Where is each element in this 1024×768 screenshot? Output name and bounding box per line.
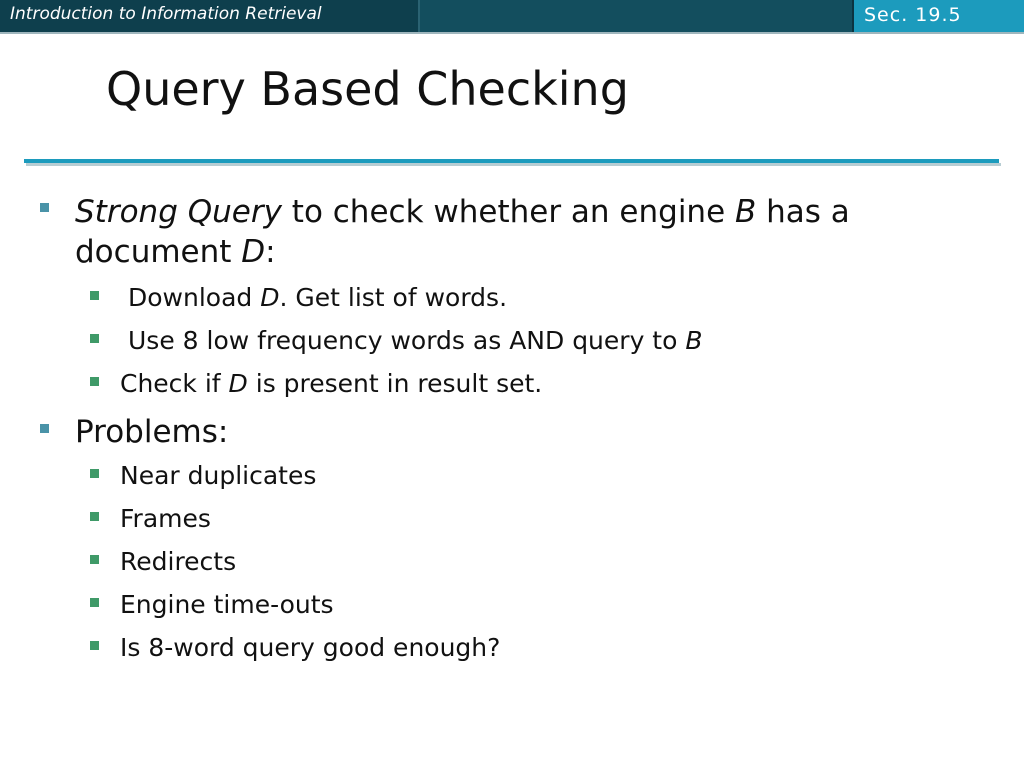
- sub-bullet-square-icon: [90, 641, 99, 650]
- bullet-square-icon: [40, 203, 49, 212]
- check-text-end: is present in result set.: [247, 369, 543, 398]
- bullet-strong-query: [75, 192, 850, 232]
- bullet-strong-query-line2: [75, 232, 276, 272]
- document-variable: D: [260, 283, 280, 312]
- strong-query-term: Strong Query: [75, 194, 282, 230]
- strong-query-text-end: has a: [756, 194, 850, 230]
- slide-title: Query Based Checking: [106, 62, 629, 116]
- section-label: Sec. 19.5: [864, 4, 962, 26]
- document-variable: D: [228, 369, 248, 398]
- download-text: Download: [128, 283, 261, 312]
- engine-variable: B: [735, 194, 757, 230]
- header-divider: [418, 0, 420, 32]
- check-text: Check if: [120, 369, 229, 398]
- colon-text: :: [265, 234, 276, 270]
- document-variable: D: [241, 234, 266, 270]
- sub-bullet-download: [128, 282, 507, 314]
- download-text-end: . Get list of words.: [279, 283, 508, 312]
- sub-bullet-square-icon: [90, 469, 99, 478]
- strong-query-text: to check whether an engine: [281, 194, 736, 230]
- engine-variable: B: [685, 326, 703, 355]
- sub-bullet-square-icon: [90, 512, 99, 521]
- header-shadow: [0, 32, 1024, 34]
- and-query-text: Use 8 low frequency words as AND query to: [128, 326, 686, 355]
- sub-bullet-square-icon: [90, 334, 99, 343]
- sub-bullet-check-present: [120, 368, 542, 400]
- sub-bullet-and-query: [128, 325, 703, 357]
- title-rule-shadow: [26, 163, 1001, 166]
- document-text: document: [75, 234, 242, 270]
- sub-bullet-square-icon: [90, 598, 99, 607]
- problem-item: Is 8-word query good enough?: [120, 633, 501, 662]
- sub-bullet-square-icon: [90, 291, 99, 300]
- problem-item: Redirects: [120, 547, 237, 576]
- problem-item: Engine time-outs: [120, 590, 334, 619]
- bullet-problems: Problems:: [75, 414, 229, 450]
- sub-bullet-square-icon: [90, 377, 99, 386]
- problem-item: Frames: [120, 504, 211, 533]
- problem-item: Near duplicates: [120, 461, 317, 490]
- course-title: Introduction to Information Retrieval: [10, 4, 322, 24]
- sub-bullet-square-icon: [90, 555, 99, 564]
- bullet-square-icon: [40, 424, 49, 433]
